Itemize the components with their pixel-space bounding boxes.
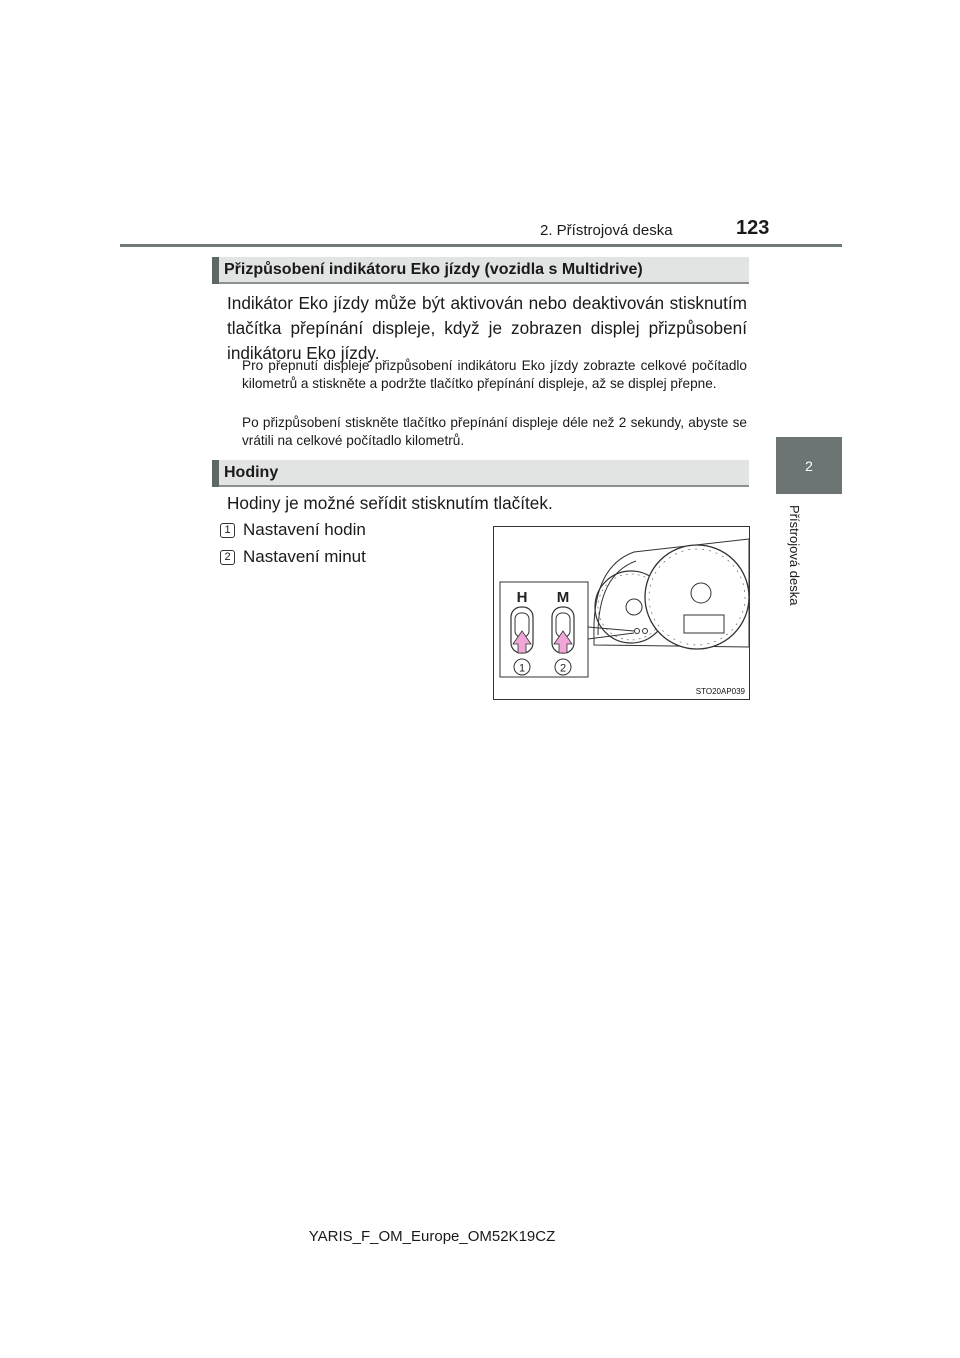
heading-text: Přizpůsobení indikátoru Eko jízdy (vozidla s Multidrive): [224, 260, 643, 278]
button-label-h: H: [516, 589, 528, 606]
footer: [0, 1228, 960, 1245]
chapter-tab: [776, 437, 842, 494]
eco-note-1: Pro přepnutí displeje přizpůsobení indikátoru Eko jízdy zobrazte celkové počítadlo kilometrů a stiskněte a podržte tlačítko přepínání displeje, až se displej přepne.: [242, 358, 747, 391]
section-title: 2. Přístrojová deska: [540, 222, 673, 239]
item-label: Nastavení hodin: [243, 520, 366, 539]
heading-marker: [212, 460, 219, 487]
heading-marker: [212, 257, 219, 284]
chapter-label: Přístrojová deska: [787, 505, 802, 606]
number-badge: 1: [220, 523, 235, 538]
figure-code: STO20AP039: [695, 687, 745, 696]
callout-1: 1: [518, 662, 526, 675]
button-label-m: M: [556, 589, 570, 606]
document-id: YARIS_F_OM_Europe_OM52K19CZ: [308, 1228, 556, 1245]
page-number: 123: [736, 217, 770, 239]
chapter-side-label: [786, 505, 806, 615]
section-heading-eco: [212, 257, 749, 284]
list-item: [220, 520, 366, 540]
clock-buttons-illustration: [493, 526, 750, 700]
eco-note-2: Po přizpůsobení stiskněte tlačítko přepínání displeje déle než 2 sekundy, abyste se vrátili na celkové počítadlo kilometrů.: [242, 415, 747, 448]
clock-paragraph: Hodiny je možné seřídit stisknutím tlačítek.: [227, 493, 553, 513]
eco-paragraph: Indikátor Eko jízdy může být aktivován nebo deaktivován stisknutím tlačítka přepínání displeje, když je zobrazen displej přizpůsobení indikátoru Eko jízdy.: [227, 293, 747, 363]
item-label: Nastavení minut: [243, 547, 366, 566]
header-rule: [120, 244, 842, 247]
chapter-number: 2: [805, 457, 813, 474]
callout-2: 2: [559, 662, 567, 675]
list-item: [220, 547, 366, 567]
section-heading-clock: [212, 460, 749, 487]
number-badge: 2: [220, 550, 235, 565]
heading-text: Hodiny: [224, 463, 279, 481]
